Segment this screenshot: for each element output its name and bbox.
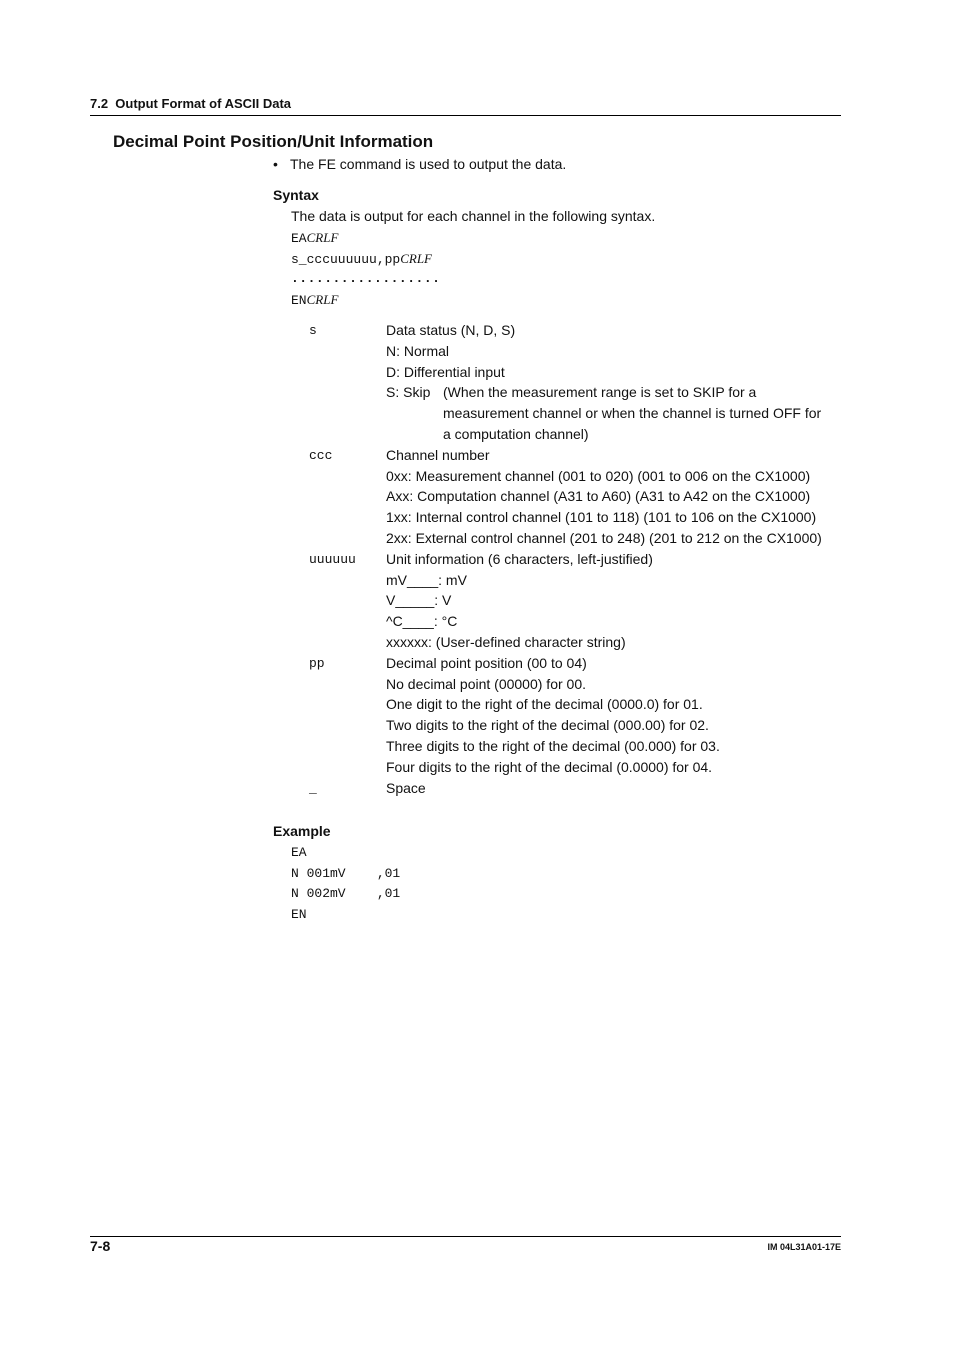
definition-row (309, 549, 849, 653)
definition-list (309, 320, 849, 799)
syntax-code: EN (291, 293, 307, 308)
definition-term: _ (309, 780, 317, 796)
definition-row (309, 445, 849, 549)
syntax-intro: The data is output for each channel in the following syntax. (291, 208, 656, 224)
bullet-icon: • (273, 156, 278, 172)
definition-line: Four digits to the right of the decimal (0.0000) for 04. (386, 758, 713, 775)
bullet-text: The FE command is used to output the data. (290, 156, 567, 172)
syntax-line (291, 251, 432, 267)
definition-line: ^C____: °C (386, 613, 458, 630)
page-header (90, 95, 841, 116)
definition-row (309, 320, 849, 445)
skip-entry (386, 382, 821, 444)
syntax-suffix: CRLF (306, 230, 339, 245)
document-id: IM 04L31A01-17E (767, 1242, 841, 1252)
skip-label: S: Skip (386, 384, 431, 401)
definition-desc (386, 653, 720, 778)
syntax-line (291, 230, 338, 246)
syntax-code: s_cccuuuuuu,pp (291, 252, 401, 267)
syntax-suffix: CRLF (400, 251, 433, 266)
syntax-suffix: CRLF (306, 292, 339, 307)
definition-row (309, 653, 849, 778)
syntax-line (291, 270, 440, 286)
definition-desc (386, 445, 822, 549)
definition-line: Unit information (6 characters, left-justified) (386, 550, 653, 567)
definition-line: V_____: V (386, 592, 452, 609)
definition-line: No decimal point (00000) for 00. (386, 675, 586, 692)
definition-line: 0xx: Measurement channel (001 to 020) (001 to 006 on the CX1000) (386, 467, 811, 484)
definition-term: s (309, 323, 317, 338)
syntax-line (291, 292, 338, 308)
syntax-heading: Syntax (273, 187, 319, 203)
definition-line: Channel number (386, 446, 490, 463)
example-heading: Example (273, 823, 331, 839)
section-title: 7.2 Output Format of ASCII Data (90, 96, 292, 111)
definition-line: mV____: mV (386, 571, 467, 588)
definition-line: xxxxxx: (User-defined character string) (386, 633, 626, 650)
skip-desc (443, 382, 821, 444)
definition-desc (386, 778, 426, 800)
page-heading: Decimal Point Position/Unit Information (113, 132, 434, 151)
definition-line: 2xx: External control channel (201 to 248) (201 to 212 on the CX1000) (386, 529, 822, 546)
example-line: N 001mV ,01 (291, 866, 401, 881)
definition-line: Data status (N, D, S) (386, 322, 516, 338)
page-number: 7-8 (90, 1238, 111, 1254)
definition-term: ccc (309, 447, 333, 463)
definition-desc (386, 549, 653, 653)
definition-desc (386, 320, 821, 445)
skip-line: (When the measurement range is set to SKIP for a (443, 384, 757, 401)
definition-line: Three digits to the right of the decimal (00.000) for 03. (386, 737, 720, 754)
definition-term: pp (309, 655, 325, 671)
example-line: EA (291, 845, 307, 860)
bullet-item (273, 156, 566, 172)
syntax-code: EA (291, 231, 307, 246)
definition-line: Axx: Computation channel (A31 to A60) (A31 to A42 on the CX1000) (386, 488, 811, 505)
definition-line: Decimal point position (00 to 04) (386, 654, 587, 671)
definition-line: N: Normal (386, 342, 450, 359)
syntax-code: .................. (291, 271, 441, 286)
example-line: EN (291, 907, 307, 922)
definition-line: Space (386, 779, 426, 796)
example-line: N 002mV ,01 (291, 886, 401, 901)
definition-term: uuuuuu (309, 551, 356, 567)
page-footer (90, 1236, 841, 1254)
definition-line: 1xx: Internal control channel (101 to 118) (101 to 106 on the CX1000) (386, 509, 817, 526)
skip-line: measurement channel or when the channel is turned OFF for (443, 405, 822, 422)
definition-row (309, 778, 849, 800)
definition-line: D: Differential input (386, 363, 505, 380)
skip-line: a computation channel) (443, 425, 589, 442)
definition-line: One digit to the right of the decimal (0000.0) for 01. (386, 696, 703, 713)
definition-line: Two digits to the right of the decimal (000.00) for 02. (386, 717, 709, 734)
